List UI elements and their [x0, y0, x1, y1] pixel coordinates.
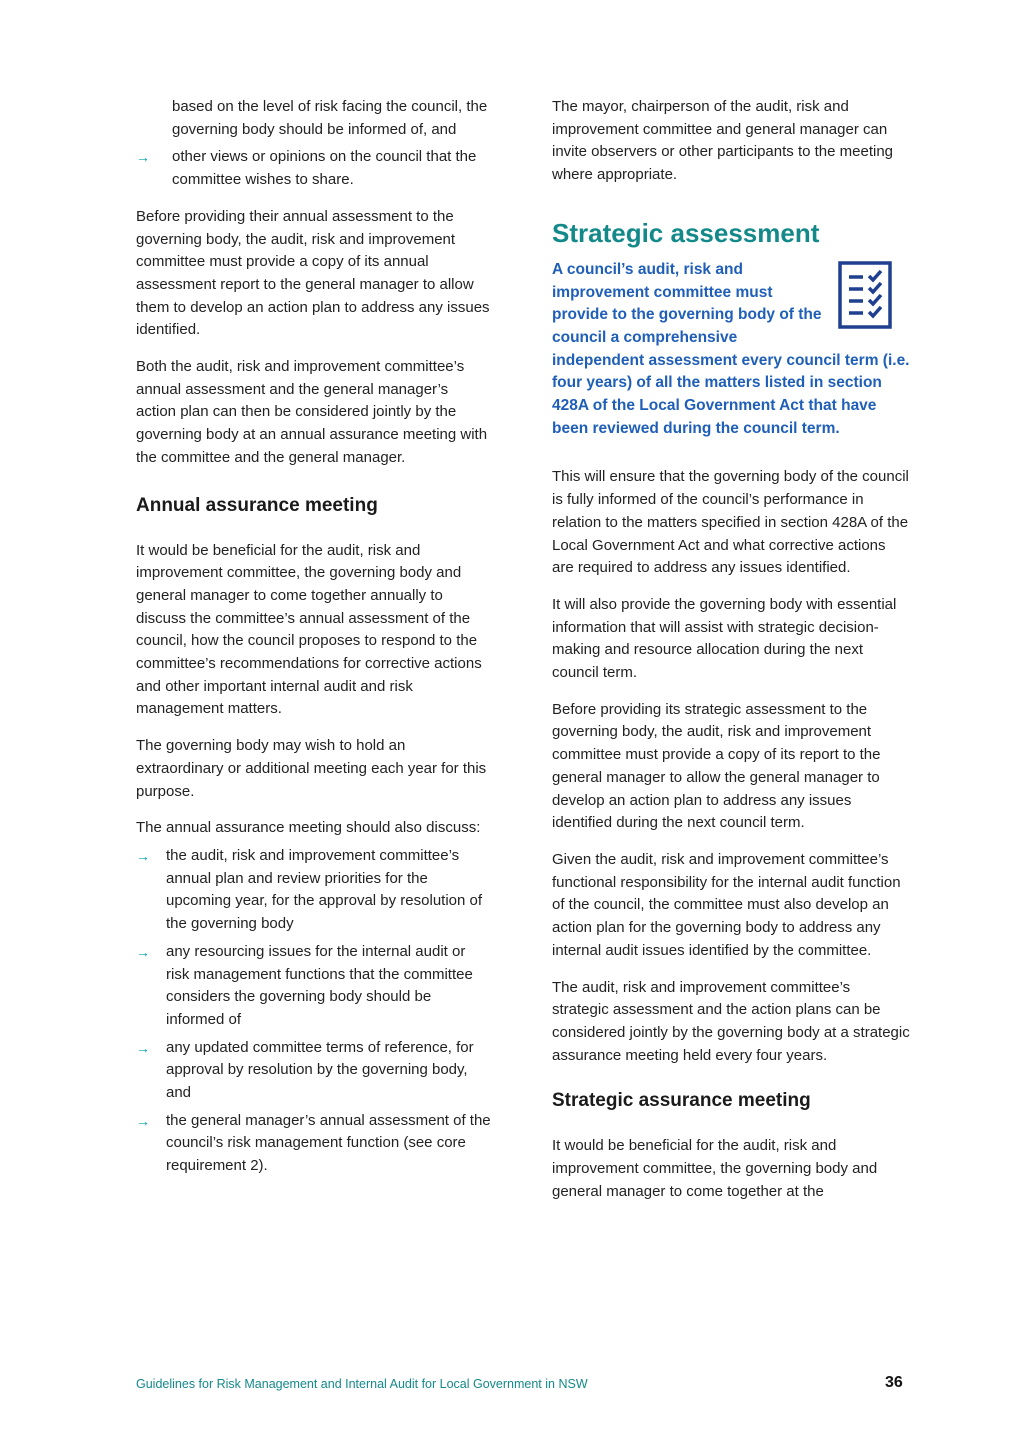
left-column	[136, 96, 492, 1192]
heading-annual-assurance-meeting: Annual assurance meeting	[136, 494, 378, 516]
discuss-bullet-list	[136, 845, 492, 1178]
paragraph: The governing body may wish to hold an extraordinary or additional meeting each year for this purpose.	[136, 737, 487, 800]
callout-box	[552, 259, 910, 441]
arrow-right-icon: →	[136, 149, 150, 166]
right-column	[552, 96, 910, 1217]
paragraph: Given the audit, risk and improvement committee’s functional responsibility for the internal audit function of the council, the committee must also develop an action plan for the governing body to address any internal audit issues identified by the committee.	[552, 850, 901, 959]
paragraph: It will also provide the governing body with essential information that will assist with strategic decision-making and resource allocation during the next council term.	[552, 595, 897, 682]
paragraph: The annual assurance meeting should also discuss:	[136, 819, 481, 837]
list-item: → any updated committee terms of reference, for approval by resolution by the governing body, and	[136, 1038, 474, 1102]
arrow-right-icon: →	[136, 1112, 150, 1129]
paragraph: Both the audit, risk and improvement committee’s annual assessment and the general manager’s action plan can then be considered jointly by the governing body at an annual assurance meeting with the committee and the general manager.	[136, 358, 488, 466]
footer-document-title: Guidelines for Risk Management and Internal Audit for Local Government in NSW	[136, 1377, 588, 1391]
page-number: 36	[885, 1374, 903, 1391]
list-item: → the general manager’s annual assessment of the council’s risk management function (see core requirement 2).	[136, 1111, 491, 1175]
arrow-right-icon: →	[136, 1039, 150, 1056]
paragraph: The audit, risk and improvement committee’s strategic assessment and the action plans can be considered jointly by the governing body at a strategic assurance meeting held every four years.	[552, 978, 910, 1064]
list-item: → the audit, risk and improvement committee’s annual plan and review priorities for the upcoming year, for the approval by resolution of the governing body	[136, 846, 483, 933]
callout-rest: independent assessment every council term (i.e. four years) of all the matters listed in section 428A of the Local Government Act that have been reviewed during the council term.	[552, 351, 910, 437]
heading-strategic-assessment: Strategic assessment	[552, 217, 820, 248]
checklist-icon	[838, 261, 892, 329]
intro-bullet-list	[136, 146, 492, 191]
callout-lead: A council’s audit, risk and improvement committee must provide to the governing body of the council a comprehensive	[552, 260, 822, 346]
list-item: → any resourcing issues for the internal audit or risk management functions that the committee considers the governing body should be informed of	[136, 942, 473, 1028]
paragraph: This will ensure that the governing body of the council is fully informed of the council’s performance in relation to the matters specified in section 428A of the Local Government Act and what corrective actions are required to address any issues identified.	[552, 468, 909, 577]
list-item: → other views or opinions on the council that the committee wishes to share.	[136, 148, 477, 189]
paragraph: Before providing its strategic assessment to the governing body, the audit, risk and improvement committee must provide a copy of its report to the general manager to allow the general manager to develop an action plan to address any issues identified during the next council term.	[552, 700, 881, 832]
paragraph: The mayor, chairperson of the audit, risk and improvement committee and general manager can invite observers or other participants to the meeting where appropriate.	[552, 98, 894, 184]
paragraph: Before providing their annual assessment to the governing body, the audit, risk and improvement committee must provide a copy of its annual assessment report to the general manager to allow them to develop an action plan to address any issues identified.	[136, 207, 490, 339]
paragraph: It would be beneficial for the audit, risk and improvement committee, the governing body and general manager to come together at the	[552, 1137, 878, 1200]
intro-continuation: based on the level of risk facing the council, the governing body should be informed of, and	[172, 98, 488, 138]
heading-strategic-assurance-meeting: Strategic assurance meeting	[552, 1090, 811, 1112]
paragraph: It would be beneficial for the audit, risk and improvement committee, the governing body and general manager to come together annually to discuss the committee’s annual assessment of the council, how the council proposes to respond to the committee’s recommendations for corrective actions and other important internal audit and risk management matters.	[136, 541, 482, 718]
arrow-right-icon: →	[136, 847, 150, 864]
arrow-right-icon: →	[136, 943, 150, 960]
